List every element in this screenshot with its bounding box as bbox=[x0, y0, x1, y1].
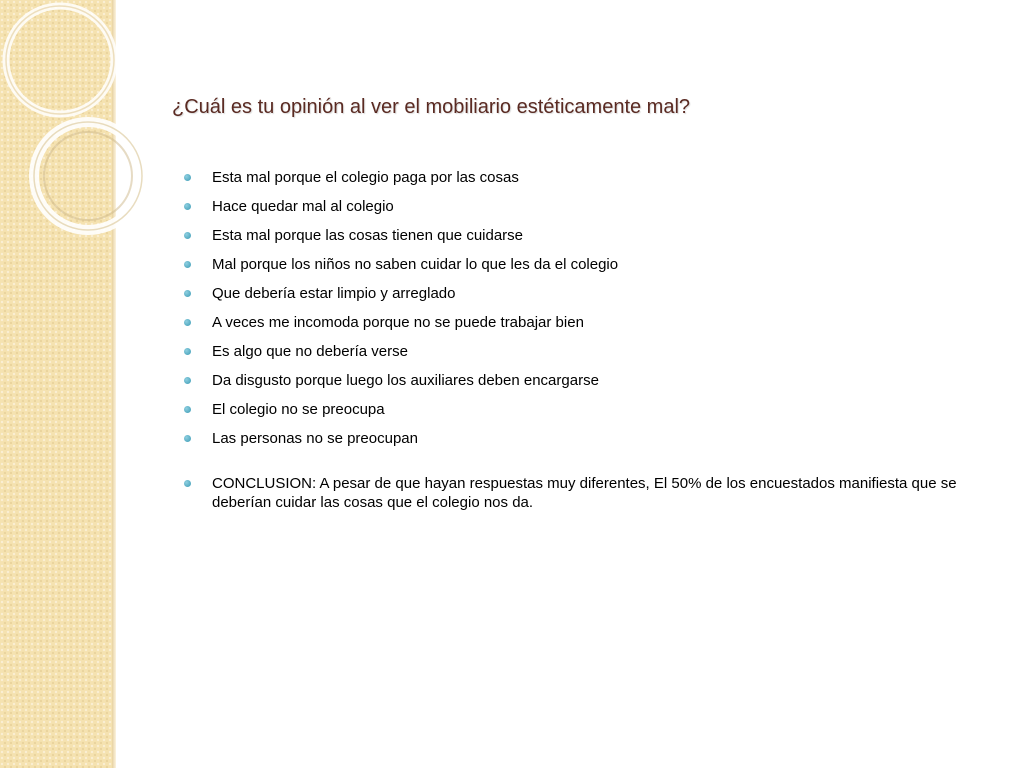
list-item bbox=[182, 313, 972, 332]
list-item bbox=[182, 284, 972, 303]
list-item bbox=[182, 168, 972, 187]
list-item bbox=[182, 400, 972, 419]
list-item-text: Es algo que no debería verse bbox=[212, 343, 408, 360]
bullet-dot-icon bbox=[184, 319, 191, 326]
list-item-text: Mal porque los niños no saben cuidar lo que les da el colegio bbox=[212, 256, 619, 273]
bullet-list bbox=[182, 168, 972, 522]
bullet-dot-icon bbox=[184, 203, 191, 210]
conclusion-item bbox=[182, 474, 972, 512]
slide-title: ¿Cuál es tu opinión al ver el mobiliario estéticamente mal? bbox=[172, 96, 691, 118]
bullet-dot-icon bbox=[184, 435, 191, 442]
list-item bbox=[182, 429, 972, 448]
conclusion-text: CONCLUSION: A pesar de que hayan respuestas muy diferentes, El 50% de los encuestados manifiesta que se deberían cuidar las cosas que el colegio nos da. bbox=[212, 475, 957, 511]
bullet-dot-icon bbox=[184, 261, 191, 268]
list-item bbox=[182, 197, 972, 216]
list-item bbox=[182, 226, 972, 245]
list-item-text: Hace quedar mal al colegio bbox=[212, 198, 394, 215]
list-item-text: A veces me incomoda porque no se puede trabajar bien bbox=[212, 314, 584, 331]
list-item-text: Esta mal porque el colegio paga por las cosas bbox=[212, 169, 519, 186]
decorative-rings-icon bbox=[0, 0, 200, 260]
list-item-text: Da disgusto porque luego los auxiliares deben encargarse bbox=[212, 372, 599, 389]
list-item-text: Esta mal porque las cosas tienen que cuidarse bbox=[212, 227, 524, 244]
list-item-text: Las personas no se preocupan bbox=[212, 430, 418, 447]
list-item bbox=[182, 371, 972, 390]
bullet-dot-icon bbox=[184, 348, 191, 355]
list-item bbox=[182, 255, 972, 274]
bullet-dot-icon bbox=[184, 290, 191, 297]
list-item-text: Que debería estar limpio y arreglado bbox=[212, 285, 456, 302]
list-item bbox=[182, 342, 972, 361]
bullet-dot-icon bbox=[184, 406, 191, 413]
bullet-dot-icon bbox=[184, 377, 191, 384]
bullet-dot-icon bbox=[184, 232, 191, 239]
bullet-dot-icon bbox=[184, 174, 191, 181]
bullet-dot-icon bbox=[184, 480, 191, 487]
list-item-text: El colegio no se preocupa bbox=[212, 401, 385, 418]
